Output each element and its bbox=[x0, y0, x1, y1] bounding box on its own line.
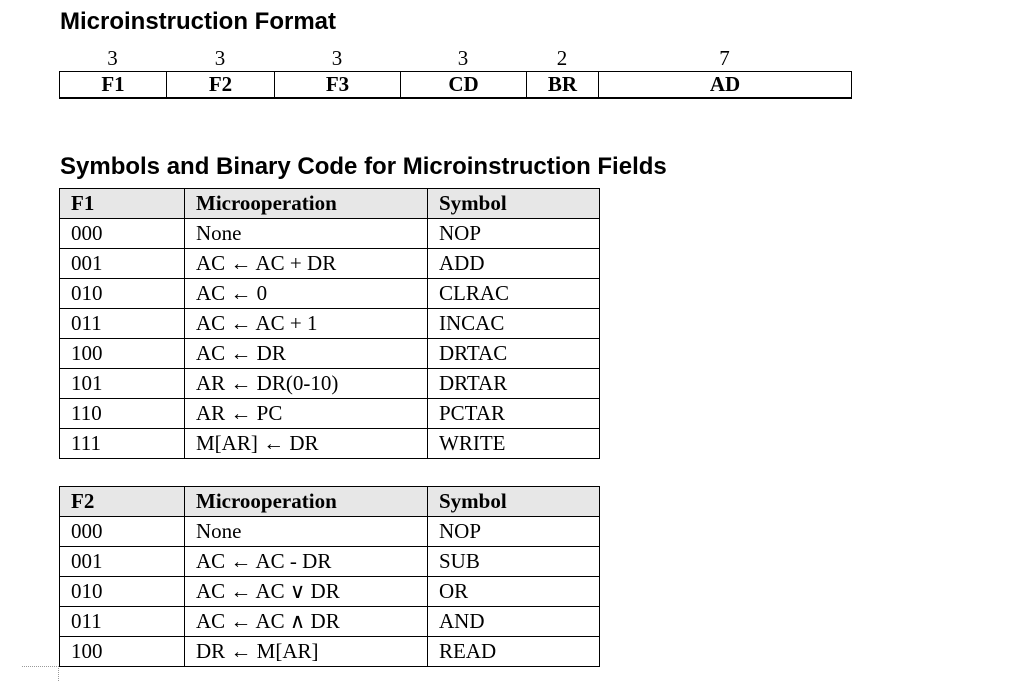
symbol-cell: INCAC bbox=[428, 309, 600, 339]
column-header-microoperation: Microoperation bbox=[185, 487, 428, 517]
binary-code-cell: 101 bbox=[60, 369, 185, 399]
symbol-cell: NOP bbox=[428, 517, 600, 547]
binary-code-cell: 110 bbox=[60, 399, 185, 429]
table-row bbox=[60, 607, 600, 637]
binary-code-cell: 010 bbox=[60, 279, 185, 309]
microoperation-cell: None bbox=[185, 517, 428, 547]
table-header-row bbox=[60, 189, 600, 219]
field-f1: F1 bbox=[60, 72, 167, 99]
table-row bbox=[60, 279, 600, 309]
microoperation-cell: AC ← AC - DR bbox=[185, 547, 428, 577]
symbol-cell: DRTAC bbox=[428, 339, 600, 369]
table-row bbox=[60, 219, 600, 249]
microoperation-cell: DR ← M[AR] bbox=[185, 637, 428, 667]
column-header-code: F2 bbox=[60, 487, 185, 517]
field-cd: CD bbox=[401, 72, 527, 99]
symbols-heading: Symbols and Binary Code for Microinstruction Fields bbox=[60, 153, 667, 180]
table-row bbox=[60, 517, 600, 547]
table-row bbox=[60, 637, 600, 667]
microoperation-cell: AR ← DR(0-10) bbox=[185, 369, 428, 399]
symbol-cell: ADD bbox=[428, 249, 600, 279]
microoperation-cell: AC ← AC + DR bbox=[185, 249, 428, 279]
table-row bbox=[60, 369, 600, 399]
format-heading: Microinstruction Format bbox=[60, 8, 337, 35]
symbol-cell: NOP bbox=[428, 219, 600, 249]
table-header-row bbox=[60, 487, 600, 517]
binary-code-cell: 100 bbox=[60, 637, 185, 667]
symbol-cell: CLRAC bbox=[428, 279, 600, 309]
field-ad: AD bbox=[599, 72, 852, 99]
table-row bbox=[60, 249, 600, 279]
symbol-cell: SUB bbox=[428, 547, 600, 577]
table-row bbox=[60, 577, 600, 607]
binary-code-cell: 011 bbox=[60, 309, 185, 339]
bit-width-cd: 3 bbox=[457, 46, 469, 70]
microoperation-cell: AR ← PC bbox=[185, 399, 428, 429]
binary-code-cell: 001 bbox=[60, 249, 185, 279]
microinstruction-format-table bbox=[59, 71, 852, 99]
binary-code-cell: 011 bbox=[60, 607, 185, 637]
microoperation-cell: AC ← 0 bbox=[185, 279, 428, 309]
symbol-cell: READ bbox=[428, 637, 600, 667]
column-header-symbol: Symbol bbox=[428, 487, 600, 517]
bit-width-f1: 3 bbox=[107, 46, 118, 70]
binary-code-cell: 000 bbox=[60, 517, 185, 547]
binary-code-cell: 001 bbox=[60, 547, 185, 577]
field-br: BR bbox=[527, 72, 599, 99]
symbol-cell: DRTAR bbox=[428, 369, 600, 399]
field-f2: F2 bbox=[167, 72, 275, 99]
symbol-cell: AND bbox=[428, 607, 600, 637]
microoperation-cell: AC ← AC ∨ DR bbox=[185, 577, 428, 607]
binary-code-cell: 000 bbox=[60, 219, 185, 249]
microoperation-cell: AC ← AC + 1 bbox=[185, 309, 428, 339]
bit-width-f2: 3 bbox=[214, 46, 226, 70]
bit-width-ad: 7 bbox=[719, 46, 730, 70]
f1-code-table bbox=[59, 188, 600, 459]
microoperation-cell: AC ← AC ∧ DR bbox=[185, 607, 428, 637]
page-margin-mark bbox=[22, 666, 59, 681]
microoperation-cell: M[AR] ← DR bbox=[185, 429, 428, 459]
table-row bbox=[60, 309, 600, 339]
microoperation-cell: AC ← DR bbox=[185, 339, 428, 369]
table-row bbox=[60, 339, 600, 369]
table-row bbox=[60, 399, 600, 429]
microoperation-cell: None bbox=[185, 219, 428, 249]
column-header-symbol: Symbol bbox=[428, 189, 600, 219]
bit-width-f3: 3 bbox=[331, 46, 343, 70]
format-field-row bbox=[60, 72, 852, 99]
field-f3: F3 bbox=[275, 72, 401, 99]
column-header-microoperation: Microoperation bbox=[185, 189, 428, 219]
table-row bbox=[60, 429, 600, 459]
bit-width-row bbox=[59, 46, 851, 70]
symbol-cell: PCTAR bbox=[428, 399, 600, 429]
bit-width-br: 2 bbox=[556, 46, 568, 70]
table-row bbox=[60, 547, 600, 577]
column-header-code: F1 bbox=[60, 189, 185, 219]
f2-code-table bbox=[59, 486, 600, 667]
symbol-cell: WRITE bbox=[428, 429, 600, 459]
binary-code-cell: 100 bbox=[60, 339, 185, 369]
binary-code-cell: 010 bbox=[60, 577, 185, 607]
binary-code-cell: 111 bbox=[60, 429, 185, 459]
symbol-cell: OR bbox=[428, 577, 600, 607]
